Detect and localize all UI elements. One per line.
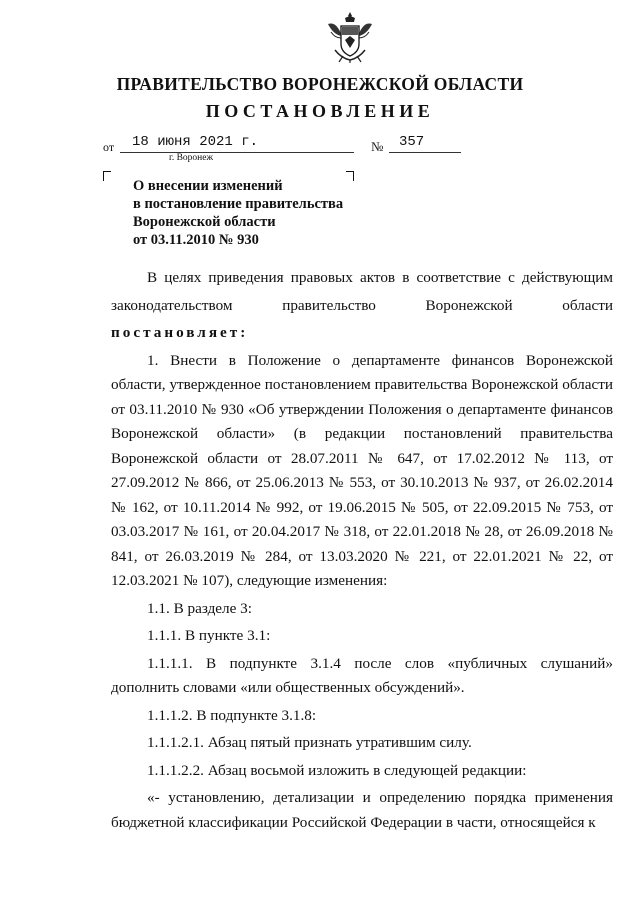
decree-word: постановляет:: [111, 324, 249, 341]
subject-line: О внесении изменений: [133, 178, 283, 194]
subject-bracket-right: [346, 171, 354, 181]
issue-city: г. Воронеж: [169, 153, 214, 163]
paragraph-1-1-1-2: 1.1.1.2. В подпункте 3.1.8:: [147, 706, 317, 724]
paragraph-1-1-1: 1.1.1. В пункте 3.1:: [147, 627, 271, 644]
government-title: ПРАВИТЕЛЬСТВО ВОРОНЕЖСКОЙ ОБЛАСТИ: [116, 74, 524, 94]
intro-paragraph-line1: В целях приведения правовых актов в соответствие с действующим: [147, 269, 613, 286]
document-number: 357: [399, 134, 425, 150]
number-sign: №: [371, 139, 384, 154]
paragraph-1-1-1-2-1: 1.1.1.2.1. Абзац пятый признать утратившим силу.: [147, 734, 472, 751]
intro-paragraph-line2: законодательством правительство Воронежской области: [111, 296, 613, 314]
subject-line: в постановление правительства: [133, 196, 344, 212]
subject-line: от 03.11.2010 № 930: [133, 232, 259, 248]
paragraph-1-1-1-2-2: 1.1.1.2.2. Абзац восьмой изложить в следующей редакции:: [147, 761, 527, 779]
subject-bracket-left: [103, 171, 111, 181]
document-body: [111, 266, 613, 838]
date-field: [120, 136, 354, 153]
paragraph-1: 1. Внести в Положение о департаменте финансов Воронежской области, утвержденное постановлением правительства Воронежской области от 03.11.2010 № 930 «Об утверждении Положения о департаменте финансов Воронежской области» (в редакции постановлений правительства Воронежской области от 28.07.2011 № 647, от 17.02.2012 № 113, от 27.09.2012 № 866, от 25.06.2013 № 553, от 30.10.2013 № 937, от 26.02.2014 № 162, от 10.11.2014 № 992, от 19.06.2015 № 505, от 22.09.2015 № 753, от 03.03.2017 № 161, от 20.04.2017 № 318, от 22.01.2018 № 28, от 26.09.2018 № 841, от 26.03.2019 № 284, от 13.03.2020 № 221, от 22.01.2021 № 22, от 12.03.2021 № 107), следующие изменения:: [111, 351, 613, 589]
paragraph-1-1-1-1: 1.1.1.1. В подпункте 3.1.4 после слов «публичных слушаний» дополнить словами «или общественных обсуждений».: [111, 654, 613, 696]
number-field: [389, 136, 461, 153]
paragraph-1-1: 1.1. В разделе 3:: [147, 599, 252, 617]
document-subject: [133, 177, 343, 249]
document-date: 18 июня 2021 г.: [132, 134, 259, 150]
coat-of-arms-icon: [325, 10, 375, 64]
date-prefix: от: [103, 140, 115, 154]
document-kind-title: ПОСТАНОВЛЕНИЕ: [205, 101, 435, 121]
quoted-paragraph: «- установлению, детализации и определению порядка применения бюджетной классификации Российской Федерации в части, относящейся к: [111, 789, 613, 831]
subject-line: Воронежской области: [133, 214, 276, 230]
